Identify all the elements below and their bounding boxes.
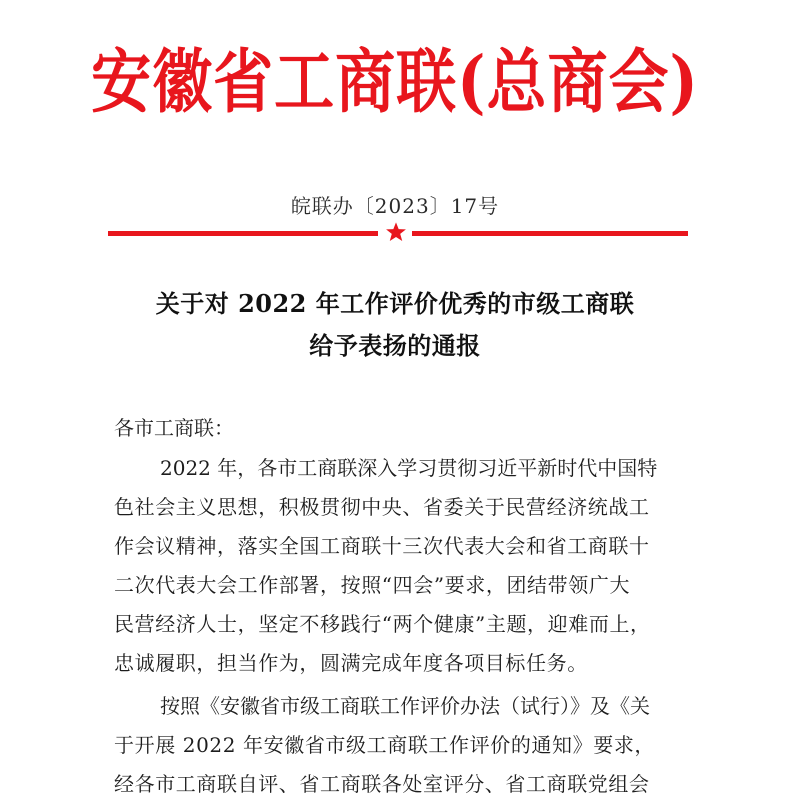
red-divider-left [108, 231, 378, 236]
paragraph-2-line: 于开展 2022 年安徽省市级工商联工作评价的通知》要求， [114, 733, 656, 757]
paragraph-1-line: 民营经济人士，坚定不移践行“两个健康”主题，迎难而上， [114, 612, 651, 636]
paragraph-1-line: 忠诚履职，担当作为，圆满完成年度各项目标任务。 [114, 651, 588, 675]
document-title-line-1: 关于对 2022 年工作评价优秀的市级工商联 [155, 289, 635, 318]
masthead-title: 安徽省工商联(总商会) [91, 42, 699, 123]
paragraph-2-line: 经各市工商联自评、省工商联各处室评分、省工商联党组会 [114, 772, 650, 796]
salutation: 各市工商联： [114, 416, 234, 440]
red-divider-right [412, 231, 688, 236]
paragraph-1-line: 二次代表大会工作部署，按照“四会”要求，团结带领广大 [114, 573, 631, 597]
paragraph-2-line: 按照《安徽省市级工商联工作评价办法（试行）》及《关 [160, 694, 650, 718]
paragraph-1-line: 作会议精神，落实全国工商联十三次代表大会和省工商联十 [114, 534, 650, 558]
masthead [60, 22, 730, 132]
document-number: 皖联办〔2023〕17号 [290, 194, 500, 218]
paragraph-1-line: 色社会主义思想，积极贯彻中央、省委关于民营经济统战工 [114, 495, 650, 519]
star-icon [385, 221, 407, 243]
paragraph-1-line: 2022 年，各市工商联深入学习贯彻习近平新时代中国特 [160, 456, 658, 480]
document-title-line-2: 给予表扬的通报 [309, 331, 481, 360]
